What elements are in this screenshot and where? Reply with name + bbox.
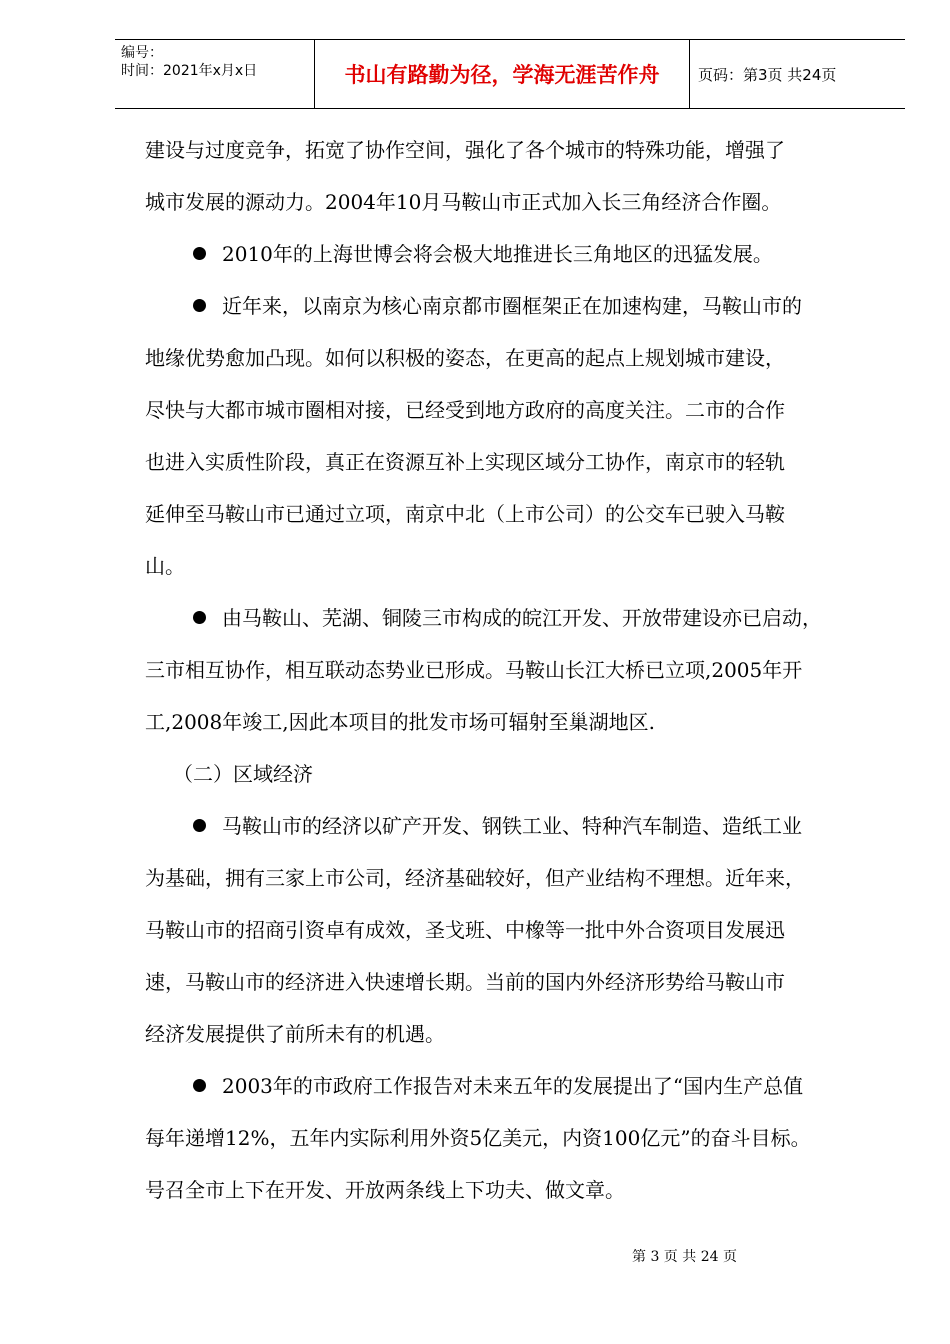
text-line <box>145 1164 625 1216</box>
text-line <box>145 1008 445 1060</box>
bullet-icon <box>193 299 206 312</box>
text-line <box>145 124 785 176</box>
text-line <box>145 904 785 956</box>
line-text: 马鞍山市的招商引资卓有成效，圣戈班、中橡等一批中外合资项目发展迅 <box>145 918 785 942</box>
page-footer: 第 3 页 共 24 页 <box>632 1249 737 1265</box>
header-page-info: 页码：第3页 共24页 <box>698 65 837 84</box>
time-label: 时间：2021年x月x日 <box>121 63 258 79</box>
line-text: 山。 <box>145 554 185 578</box>
text-line <box>145 280 802 332</box>
line-text: 每年递增12%，五年内实际利用外资5亿美元，内资100亿元”的奋斗目标。 <box>145 1126 811 1150</box>
bullet-icon <box>193 247 206 260</box>
text-line <box>145 800 802 852</box>
section-heading <box>145 748 313 800</box>
line-text: 由马鞍山、芜湖、铜陵三市构成的皖江开发、开放带建设亦已启动， <box>222 606 822 630</box>
text-line <box>145 852 805 904</box>
text-line <box>145 696 655 748</box>
line-text: 号召全市上下在开发、开放两条线上下功夫、做文章。 <box>145 1178 625 1202</box>
line-text: 三市相互协作，相互联动态势业已形成。马鞍山长江大桥已立项,2005年开 <box>145 658 803 682</box>
line-text: 工,2008年竣工,因此本项目的批发市场可辐射至巢湖地区. <box>145 710 655 734</box>
line-text: 延伸至马鞍山市已通过立项，南京中北（上市公司）的公交车已驶入马鞍 <box>145 502 785 526</box>
text-line <box>145 644 802 696</box>
line-text: 2003年的市政府工作报告对未来五年的发展提出了“国内生产总值 <box>222 1074 804 1098</box>
line-text: 近年来，以南京为核心南京都市圈框架正在加速构建，马鞍山市的 <box>222 294 802 318</box>
bullet-icon <box>193 611 206 624</box>
bullet-icon <box>193 819 206 832</box>
text-line <box>145 384 785 436</box>
header-motto: 书山有路勤为径，学海无涯苦作舟 <box>315 40 690 108</box>
id-label: 编号： <box>121 45 163 61</box>
text-line <box>145 540 185 592</box>
text-line <box>145 956 785 1008</box>
text-line <box>145 1112 811 1164</box>
line-text: 2010年的上海世博会将会极大地推进长三角地区的迅猛发展。 <box>222 242 773 266</box>
page-header <box>115 39 905 109</box>
line-text: 地缘优势愈加凸现。如何以积极的姿态，在更高的起点上规划城市建设， <box>145 346 785 370</box>
line-text: （二）区域经济 <box>173 762 313 786</box>
line-text: 城市发展的源动力。2004年10月马鞍山市正式加入长三角经济合作圈。 <box>145 190 782 214</box>
text-line <box>145 176 781 228</box>
text-line <box>145 1060 803 1112</box>
line-text: 建设与过度竞争，拓宽了协作空间，强化了各个城市的特殊功能，增强了 <box>145 138 785 162</box>
text-line <box>145 592 822 644</box>
text-line <box>145 488 785 540</box>
text-line <box>145 228 773 280</box>
text-line <box>145 436 785 488</box>
bullet-icon <box>193 1079 206 1092</box>
line-text: 马鞍山市的经济以矿产开发、钢铁工业、特种汽车制造、造纸工业 <box>222 814 802 838</box>
line-text: 经济发展提供了前所未有的机遇。 <box>145 1022 445 1046</box>
line-text: 速，马鞍山市的经济进入快速增长期。当前的国内外经济形势给马鞍山市 <box>145 970 785 994</box>
header-meta <box>115 40 315 108</box>
line-text: 为基础，拥有三家上市公司，经济基础较好，但产业结构不理想。近年来， <box>145 866 805 890</box>
text-line <box>145 332 785 384</box>
line-text: 也进入实质性阶段，真正在资源互补上实现区域分工协作，南京市的轻轨 <box>145 450 785 474</box>
line-text: 尽快与大都市城市圈相对接，已经受到地方政府的高度关注。二市的合作 <box>145 398 785 422</box>
